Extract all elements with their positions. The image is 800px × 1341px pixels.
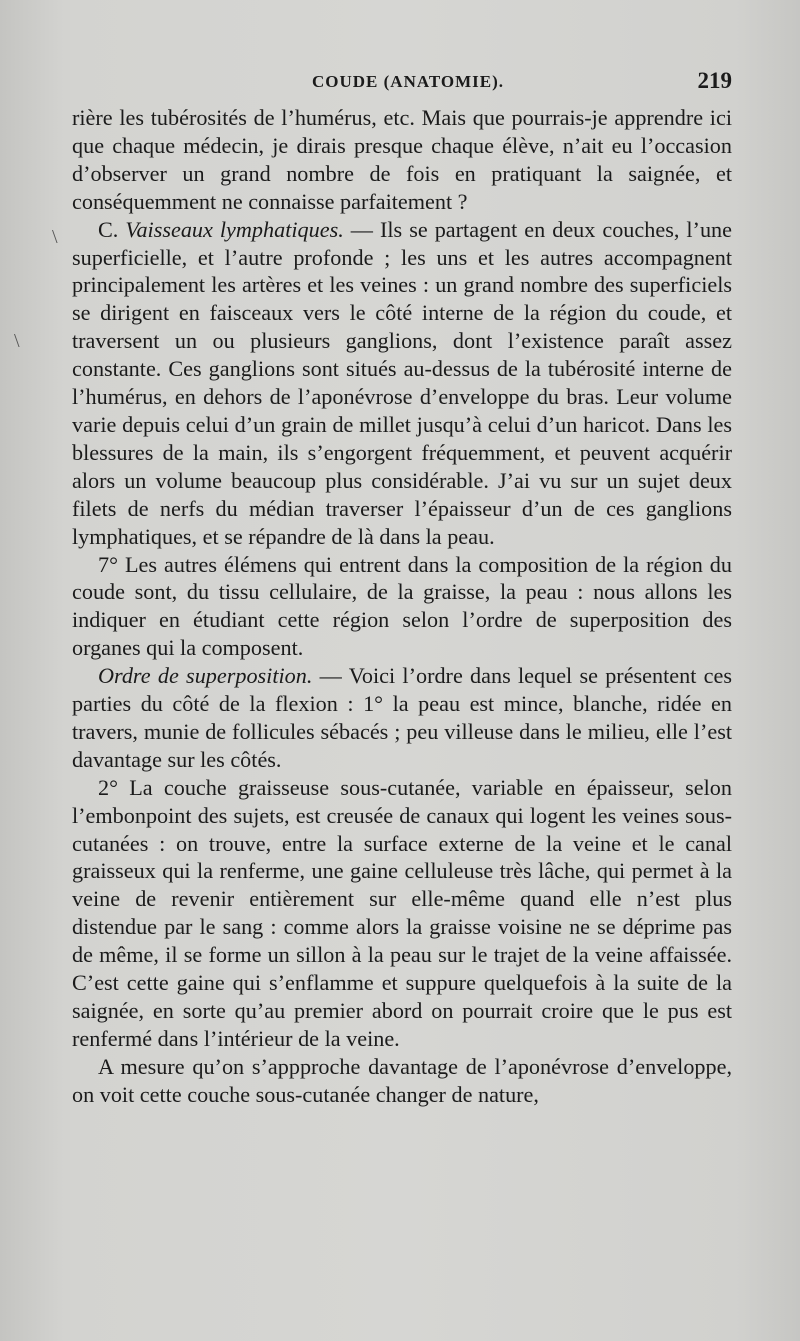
page-header: [72, 68, 732, 104]
paragraph-continuation: [72, 104, 732, 216]
paragraph-text: 7° Les autres élémens qui entrent dans la composition de la région du coude sont, du tissu cellulaire, de la graisse, la peau : nous allons les indiquer en étudiant cette région selon l’ordre de superposition des organes qui la composent.: [72, 551, 732, 661]
paragraph-text: 2° La couche graisseuse sous-cutanée, variable en épaisseur, selon l’embonpoint des sujets, est creusée de canaux qui logent les veines sous-cutanées : on trouve, entre la surface externe de la veine et le canal graisseux qui la renferme, une gaine celluleuse très lâche, qui permet à la veine de revenir entièrement sur elle-même quand elle n’est plus distendue par le sang : comme alors la graisse voisine ne se déprime pas de même, il se forme un sillon à la peau sur le trajet de la veine affaissée. C’est cette gaine qui s’enflamme et suppure quelquefois à la suite de la saignée, en sorte qu’au premier abord on pourrait croire que le pus est renfermé dans l’intérieur de la veine.: [72, 774, 732, 1051]
paragraph-other-elements: [72, 551, 732, 663]
paragraph-approach: [72, 1053, 732, 1109]
paragraph-text: — Ils se partagent en deux couches, l’une superficielle, et l’autre profonde ; les uns et les autres accompagnent principalement les artères et les veines : un grand nombre des superficiels se dirigent en faisceaux vers le côté interne de la région du coude, et traversent un ou plusieurs ganglions, dont l’existence paraît assez constante. Ces ganglions sont situés au-dessus de la tubérosité interne de l’humérus, en dehors de l’aponévrose d’enveloppe du bras. Leur volume varie depuis celui d’un grain de millet jusqu’à celui d’un haricot. Dans les blessures de la main, ils s’engorgent fréquemment, et peuvent acquérir alors un volume beaucoup plus considérable. J’ai vu sur un sujet deux filets de nerfs du médian traverser l’épaisseur d’un de ces ganglions lymphatiques, et se répandre de là dans la peau.: [72, 216, 732, 549]
section-letter: C.: [98, 216, 126, 242]
body-text: [72, 104, 732, 1109]
paragraph-text: rière les tubérosités de l’humérus, etc. Mais que pourrais-je apprendre ici que chaque médecin, je dirais presque chaque élève, n’ait eu l’occasion d’observer un grand nombre de fois en pratiquant la saignée, et conséquemment ne connaisse parfaitement ?: [72, 105, 732, 214]
running-title: COUDE (ANATOMIE).: [312, 72, 505, 91]
paragraph-text: A mesure qu’on s’appproche davantage de l’aponévrose d’enveloppe, on voit cette couche sous-cutanée changer de nature,: [72, 1053, 732, 1107]
margin-mark: \: [14, 330, 20, 352]
section-heading: Vaisseaux lymphatiques.: [125, 216, 344, 242]
paragraph-lymphatic-vessels: [72, 216, 732, 551]
paragraph-order-superposition: [72, 662, 732, 774]
page-number: 219: [697, 68, 732, 93]
paragraph-text: — Voici l’ordre dans lequel se présentent ces parties du côté de la flexion : 1° la peau est mince, blanche, ridée en travers, munie de follicules sébacés ; peu villeuse dans le milieu, elle l’est davantage sur les côtés.: [72, 663, 732, 772]
paragraph-fat-layer: [72, 774, 732, 1053]
section-heading: Ordre de superposition.: [98, 663, 313, 689]
margin-mark: \: [52, 226, 58, 248]
